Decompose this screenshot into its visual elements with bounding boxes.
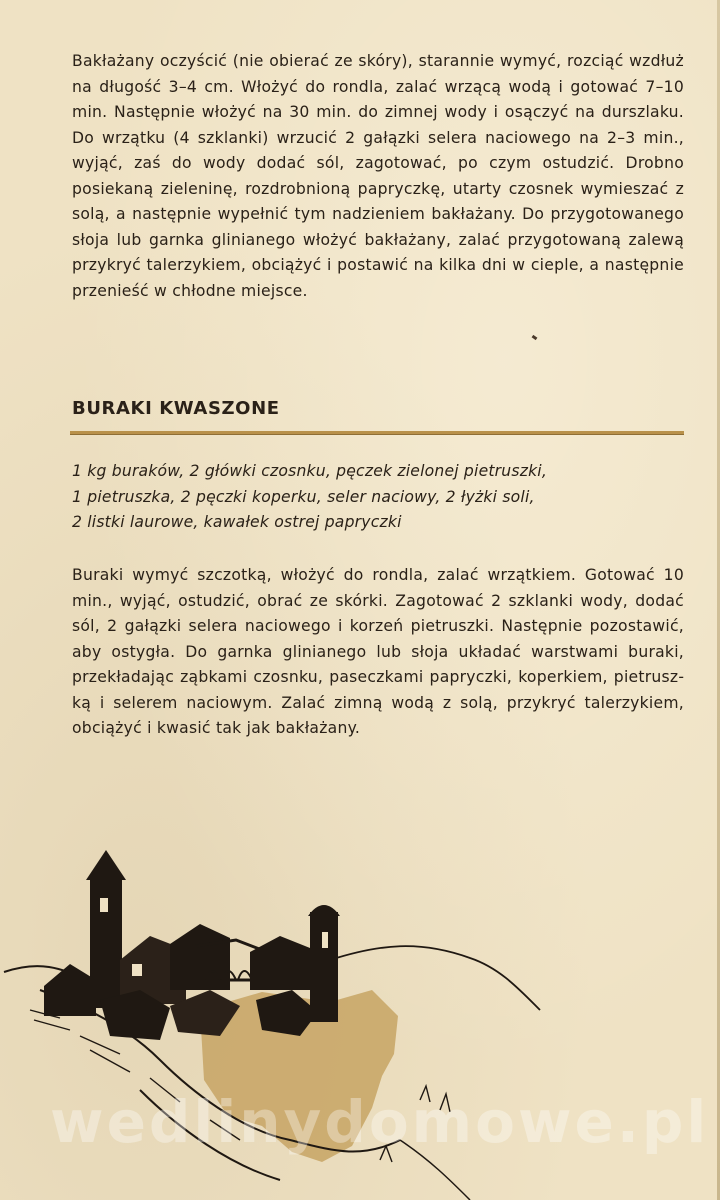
- tower-left-roof: [86, 850, 126, 880]
- title-underline-rule: [70, 431, 684, 435]
- ingredient-line: 1 kg buraków, 2 główki czosnku, pęczek zielonej pietruszki,: [72, 462, 547, 480]
- house-window: [132, 964, 142, 976]
- ingredients-list: [72, 459, 686, 536]
- eggplant-method-paragraph: Bakłażany oczyścić (nie obierać ze skóry), starannie wymyć, rozciąć wzdłuż na długość 3–4 cm. Włożyć do rondla, zalać wrzącą wodą i gotować 7–10 min. Następnie włożyć na 30 min. do zimnej wody i osączyć na durszlaku. Do wrzątku (4 szklanki) wrzucić 2 gałązki selera naciowego na 2–3 min., wyjąć, zaś do wody dodać sól, zagotować, po czym ostudzić. Drobno posiekaną zieleninę, rozdrobnioną papryczkę, utarty czosnek wymieszać z solą, a następnie wypełnić tym nadzieniem bakłażany. Do przygotowanego słoja lub garnka glinianego włożyć bakłażany, zalać przygotowaną zalewą przykryć talerzykiem, obciążyć i postawić na kilka dni w cieple, a następnie przenieść w chłodne miejsce.: [72, 52, 684, 300]
- ingredient-line: 2 listki laurowe, kawałek ostrej papryczki: [72, 513, 402, 531]
- tower-window: [322, 932, 328, 948]
- tower-window: [100, 898, 108, 912]
- tower-right: [310, 912, 338, 1022]
- site-watermark: wedlinydomowe.pl: [50, 1088, 710, 1156]
- tower-right-roof: [308, 905, 340, 916]
- beet-method-paragraph: Buraki wymyć szczotką, włożyć do rondla, zalać wrzątkiem. Gotować 10 min., wyjąć, ostudzić, obrać ze skórki. Zagotować 2 szklanki wody, dodać sól, 2 gałązki selera naciowego i korzeń pietruszki. Następnie pozostawić, aby ostygła. Do garnka glinianego lub słoja układać warstwami buraki, przekładając ząbkami czosnku, paseczkami papryczki, koperkiem, pietruszką i selerem naciowym. Zalać zimną wodą z solą, przykryć talerzykiem, obciążyć i kwasić tak jak bakłażany.: [72, 566, 684, 737]
- house-block: [250, 936, 310, 990]
- print-speck: [532, 335, 538, 340]
- ingredient-line: 1 pietruszka, 2 pęczki koperku, seler naciowy, 2 łyżki soli,: [72, 487, 535, 506]
- recipe-title: BURAKI KWASZONE: [72, 398, 280, 419]
- house-block: [44, 964, 96, 1016]
